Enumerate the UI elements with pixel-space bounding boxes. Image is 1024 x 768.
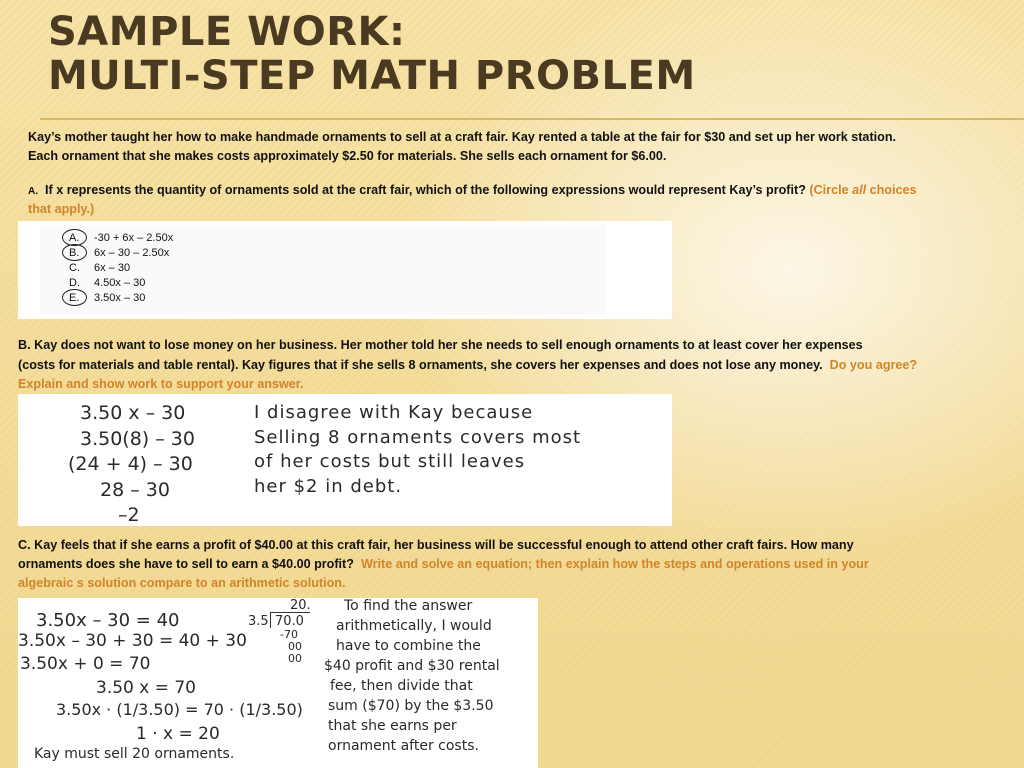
division-step-3: 00 [288,652,302,665]
part-c-work-5: 3.50x · (1/3.50) = 70 · (1/3.50) [56,700,303,719]
part-c-line-1: C. Kay feels that if she earns a profit of $40.00 at this craft fair, her business will be successful enough to attend other craft fairs. How many [18,538,854,552]
title-line-1: SAMPLE WORK: [48,9,406,55]
slide-title [48,10,696,98]
part-b-explanation-4: her $2 in debt. [254,476,403,497]
option-a-letter: A. [69,232,80,244]
part-b-work-5: –2 [118,504,140,526]
option-d-expr: 4.50x – 30 [94,277,146,289]
part-b-work-4: 28 – 30 [100,479,170,501]
title-line-2: MULTI-STEP MATH PROBLEM [48,53,696,99]
option-b-expr: 6x – 30 – 2.50x [94,247,170,259]
part-c-explanation-7: that she earns per [328,718,457,734]
part-c-explanation-1: To find the answer [344,598,473,614]
division-step-2: 00 [288,640,302,653]
part-b-line-1: B. Kay does not want to lose money on her business. Her mother told her she needs to sell enough ornaments to at least cover her expenses [18,338,863,352]
part-c-instruction-2: algebraic s solution compare to an arithmetic solution. [18,576,346,590]
part-b-instruction-1: Do you agree? [829,358,918,372]
part-c-explanation-2: arithmetically, I would [336,618,492,634]
part-a-instruction-post: choices [869,183,917,197]
intro-line-1: Kay’s mother taught her how to make handmade ornaments to sell at a craft fair. Kay rented a table at the fair for $30 and set up her work station. [28,130,897,144]
part-c-conclusion: Kay must sell 20 ornaments. [34,746,235,762]
part-c-work-panel [18,598,538,768]
part-b-explanation-1: I disagree with Kay because [254,402,534,423]
part-b-work-1: 3.50 x – 30 [80,402,186,424]
division-step-1: -70 [280,628,298,641]
part-c-work-1: 3.50x – 30 = 40 [36,610,180,631]
option-a-expr: -30 + 6x – 2.50x [94,232,174,244]
part-b-work-2: 3.50(8) – 30 [80,428,195,450]
part-a-instruction-em: all [852,183,867,197]
option-e-expr: 3.50x – 30 [94,292,146,304]
option-d-letter: D. [69,277,80,289]
part-c-explanation-5: fee, then divide that [330,678,473,694]
part-b-instruction-2: Explain and show work to support your answer. [18,377,304,391]
intro-line-2: Each ornament that she makes costs approximately $2.50 for materials. She sells each ornament for $6.00. [28,149,667,163]
option-b-circle [62,244,87,261]
part-a-question-text: If x represents the quantity of ornaments sold at the craft fair, which of the following expressions would represent Kay’s profit? [45,183,806,197]
part-b-explanation-2: Selling 8 ornaments covers most [254,427,582,448]
part-c-work-2: 3.50x – 30 + 30 = 40 + 30 [18,631,247,651]
part-b-line-2: (costs for materials and table rental). Kay figures that if she sells 8 ornaments, she covers her expenses and does not lose any money. [18,358,823,372]
part-a-instruction-line-2: that apply.) [28,202,95,216]
division-dividend: 70.0 [275,614,304,629]
part-c-explanation-8: ornament after costs. [328,738,479,754]
option-c-expr: 6x – 30 [94,262,131,274]
part-a-options-panel [18,221,672,319]
part-c-line-2: ornaments does she have to sell to earn a $40.00 profit? [18,557,354,571]
part-c-line-2-wrap [18,555,1008,574]
option-b-letter: B. [69,247,80,259]
part-c-explanation-6: sum ($70) by the $3.50 [328,698,494,714]
title-divider [40,118,1024,120]
part-c-instruction-1: Write and solve an equation; then explain how the steps and operations used in your [360,557,869,571]
option-e-circle [62,289,87,306]
part-b-work-panel [18,394,672,526]
part-b-line-2-wrap [18,356,1008,375]
part-c-explanation-3: have to combine the [336,638,481,654]
option-e-letter: E. [69,292,80,304]
division-divisor: 3.5 [248,614,269,629]
division-quotient: 20. [290,598,311,613]
part-a-instruction-pre: (Circle [809,183,849,197]
part-b-work-3: (24 + 4) – 30 [68,453,193,475]
part-c-work-4: 3.50 x = 70 [96,678,196,698]
part-c-work-3: 3.50x + 0 = 70 [20,654,151,674]
part-c-explanation-4: $40 profit and $30 rental [324,658,500,674]
part-b-explanation-3: of her costs but still leaves [254,451,526,472]
part-a-instruction [809,183,916,197]
part-c-work-6: 1 · x = 20 [136,724,220,744]
part-a-question [28,181,1003,201]
part-a-label: A. [28,186,38,197]
option-c-letter: C. [69,262,80,274]
